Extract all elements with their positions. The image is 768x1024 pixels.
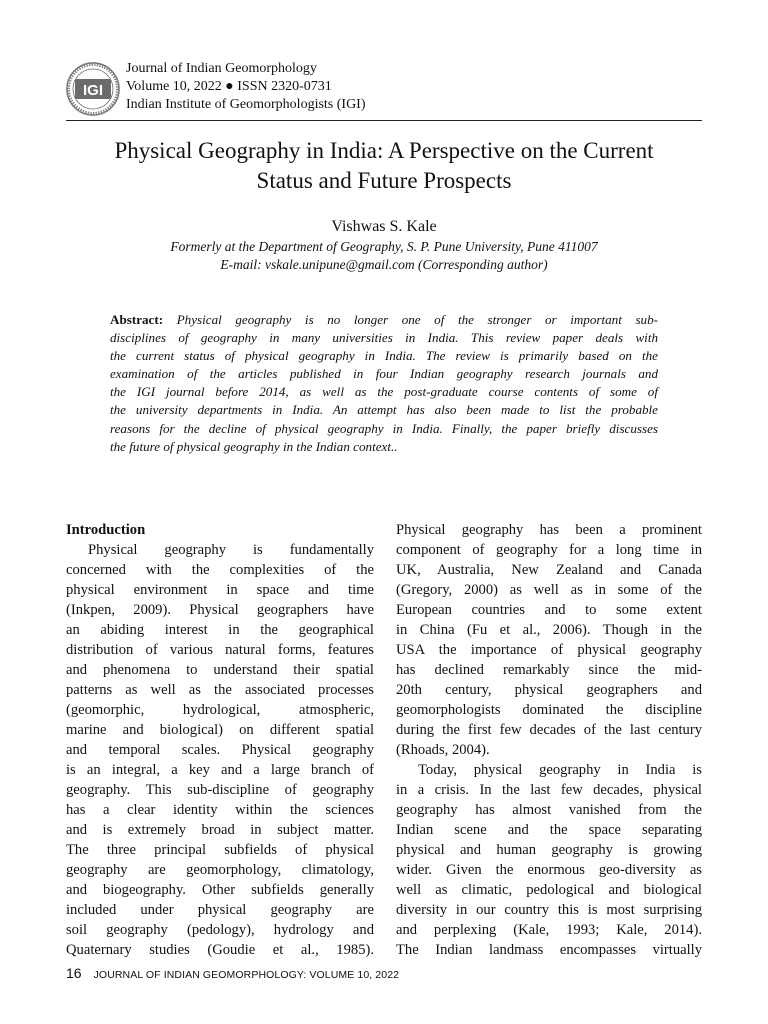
body-line: physical and human geography is growing bbox=[396, 842, 702, 858]
body-line: The three principal subfields of physical bbox=[66, 842, 374, 858]
body-line: and biogeography. Other subfields generally bbox=[66, 882, 374, 898]
body-line: geomorphologists dominated the discipline bbox=[396, 702, 702, 718]
body-line: (Rhoads, 2004). bbox=[396, 742, 490, 758]
body-line: geography. This sub-discipline of geography bbox=[66, 782, 374, 798]
body-line: European countries and to some extent bbox=[396, 602, 702, 618]
author-affiliation bbox=[66, 238, 702, 274]
body-line: and temporal scales. Physical geography bbox=[66, 742, 374, 758]
body-line: Physical geography has been a prominent bbox=[396, 522, 702, 538]
body-line: in a crisis. In the last few decades, physical bbox=[396, 782, 702, 798]
body-line: marine and biological) on different spatial bbox=[66, 722, 374, 738]
abstract-line: the university departments in India. An attempt has also been made to list the probable bbox=[110, 402, 658, 418]
body-line: physical environment in space and time bbox=[66, 582, 374, 598]
body-line: patterns as well as the associated processes bbox=[66, 682, 374, 698]
body-line: Physical geography is fundamentally bbox=[88, 542, 374, 558]
body-line: Today, physical geography in India is bbox=[418, 762, 702, 778]
article-title bbox=[66, 136, 702, 196]
body-line: Quaternary studies (Goudie et al., 1985). bbox=[66, 942, 374, 958]
body-line: The Indian landmass encompasses virtually bbox=[396, 942, 702, 958]
body-line: and is extremely broad in subject matter. bbox=[66, 822, 374, 838]
body-line: Indian scene and the space separating bbox=[396, 822, 702, 838]
body-line: an abiding interest in the geographical bbox=[66, 622, 374, 638]
abstract-line: examination of the articles published in four Indian geography research journals and bbox=[110, 366, 658, 382]
running-title: JOURNAL OF INDIAN GEOMORPHOLOGY: VOLUME 10, 2022 bbox=[93, 969, 400, 981]
body-line: is an integral, a key and a large branch of bbox=[66, 762, 374, 778]
body-line: included under physical geography are bbox=[66, 902, 374, 918]
body-line: (Inkpen, 2009). Physical geographers have bbox=[66, 602, 374, 618]
title-line: Status and Future Prospects bbox=[256, 168, 512, 193]
email-line: E-mail: vskale.unipune@gmail.com (Corresponding author) bbox=[220, 257, 548, 272]
affiliation-line: Formerly at the Department of Geography, S. P. Pune University, Pune 411007 bbox=[170, 239, 598, 254]
abstract-line: disciplines of geography in many universities in India. This review paper deals with bbox=[110, 330, 658, 346]
body-line: 20th century, physical geographers and bbox=[396, 682, 702, 698]
abstract-line: the IGI journal before 2014, as well as the post-graduate course contents of some of bbox=[110, 384, 658, 400]
abstract-line: Abstract: Physical geography is no longer one of the stronger or important sub- bbox=[110, 312, 658, 327]
section-heading-introduction: Introduction bbox=[66, 522, 146, 538]
igi-seal-icon bbox=[66, 62, 120, 116]
body-line: component of geography for a long time in bbox=[396, 542, 702, 558]
header-divider bbox=[66, 120, 702, 121]
body-line: UK, Australia, New Zealand and Canada bbox=[396, 562, 702, 578]
body-line: (Gregory, 2000) as well as in some of the bbox=[396, 582, 702, 598]
body-line: diversity in our country this is most surprising bbox=[396, 902, 702, 918]
body-line: wider. Given the enormous geo-diversity as bbox=[396, 862, 702, 878]
abstract-line: reasons for the decline of physical geography in India. Finally, the paper briefly discusses bbox=[110, 420, 658, 436]
page-number: 16 bbox=[66, 965, 82, 981]
institute-name: Indian Institute of Geomorphologists (IGI) bbox=[126, 97, 366, 112]
title-line: Physical Geography in India: A Perspective on the Current bbox=[114, 138, 654, 163]
abstract-line: the current status of physical geography in India. The review is primarily based on the bbox=[110, 348, 658, 364]
body-line: in China (Fu et al., 2006). Though in the bbox=[396, 622, 702, 638]
body-line: well as climatic, pedological and biological bbox=[396, 882, 702, 898]
volume-line: Volume 10, 2022 ● ISSN 2320-0731 bbox=[126, 79, 332, 94]
left-column bbox=[66, 520, 374, 960]
journal-info bbox=[126, 60, 366, 114]
abstract-label: Abstract: bbox=[110, 312, 164, 327]
abstract bbox=[110, 311, 658, 456]
body-line: geography has almost vanished from the bbox=[396, 802, 702, 818]
body-line: geography are geomorphology, climatology, bbox=[66, 862, 374, 878]
body-line: and perplexing (Kale, 1993; Kale, 2014). bbox=[396, 922, 702, 938]
body-line: has a clear identity within the sciences bbox=[66, 802, 374, 818]
body-line: soil geography (pedology), hydrology and bbox=[66, 922, 374, 938]
body-line: and phenomena to understand their spatial bbox=[66, 662, 374, 678]
body-line: distribution of various natural forms, features bbox=[66, 642, 374, 658]
right-column bbox=[396, 520, 702, 960]
igi-logo bbox=[66, 62, 120, 116]
journal-name: Journal of Indian Geomorphology bbox=[126, 61, 317, 76]
abstract-line: the future of physical geography in the Indian context.. bbox=[110, 438, 398, 454]
body-line: (geomorphic, hydrological, atmospheric, bbox=[66, 702, 374, 718]
body-line: during the first few decades of the last century bbox=[396, 722, 702, 738]
page-footer bbox=[66, 965, 399, 983]
body-line: has declined remarkably since the mid- bbox=[396, 662, 702, 678]
body-line: concerned with the complexities of the bbox=[66, 562, 374, 578]
logo-text: IGI bbox=[82, 82, 104, 99]
author-name: Vishwas S. Kale bbox=[331, 218, 437, 235]
body-line: USA the importance of physical geography bbox=[396, 642, 702, 658]
